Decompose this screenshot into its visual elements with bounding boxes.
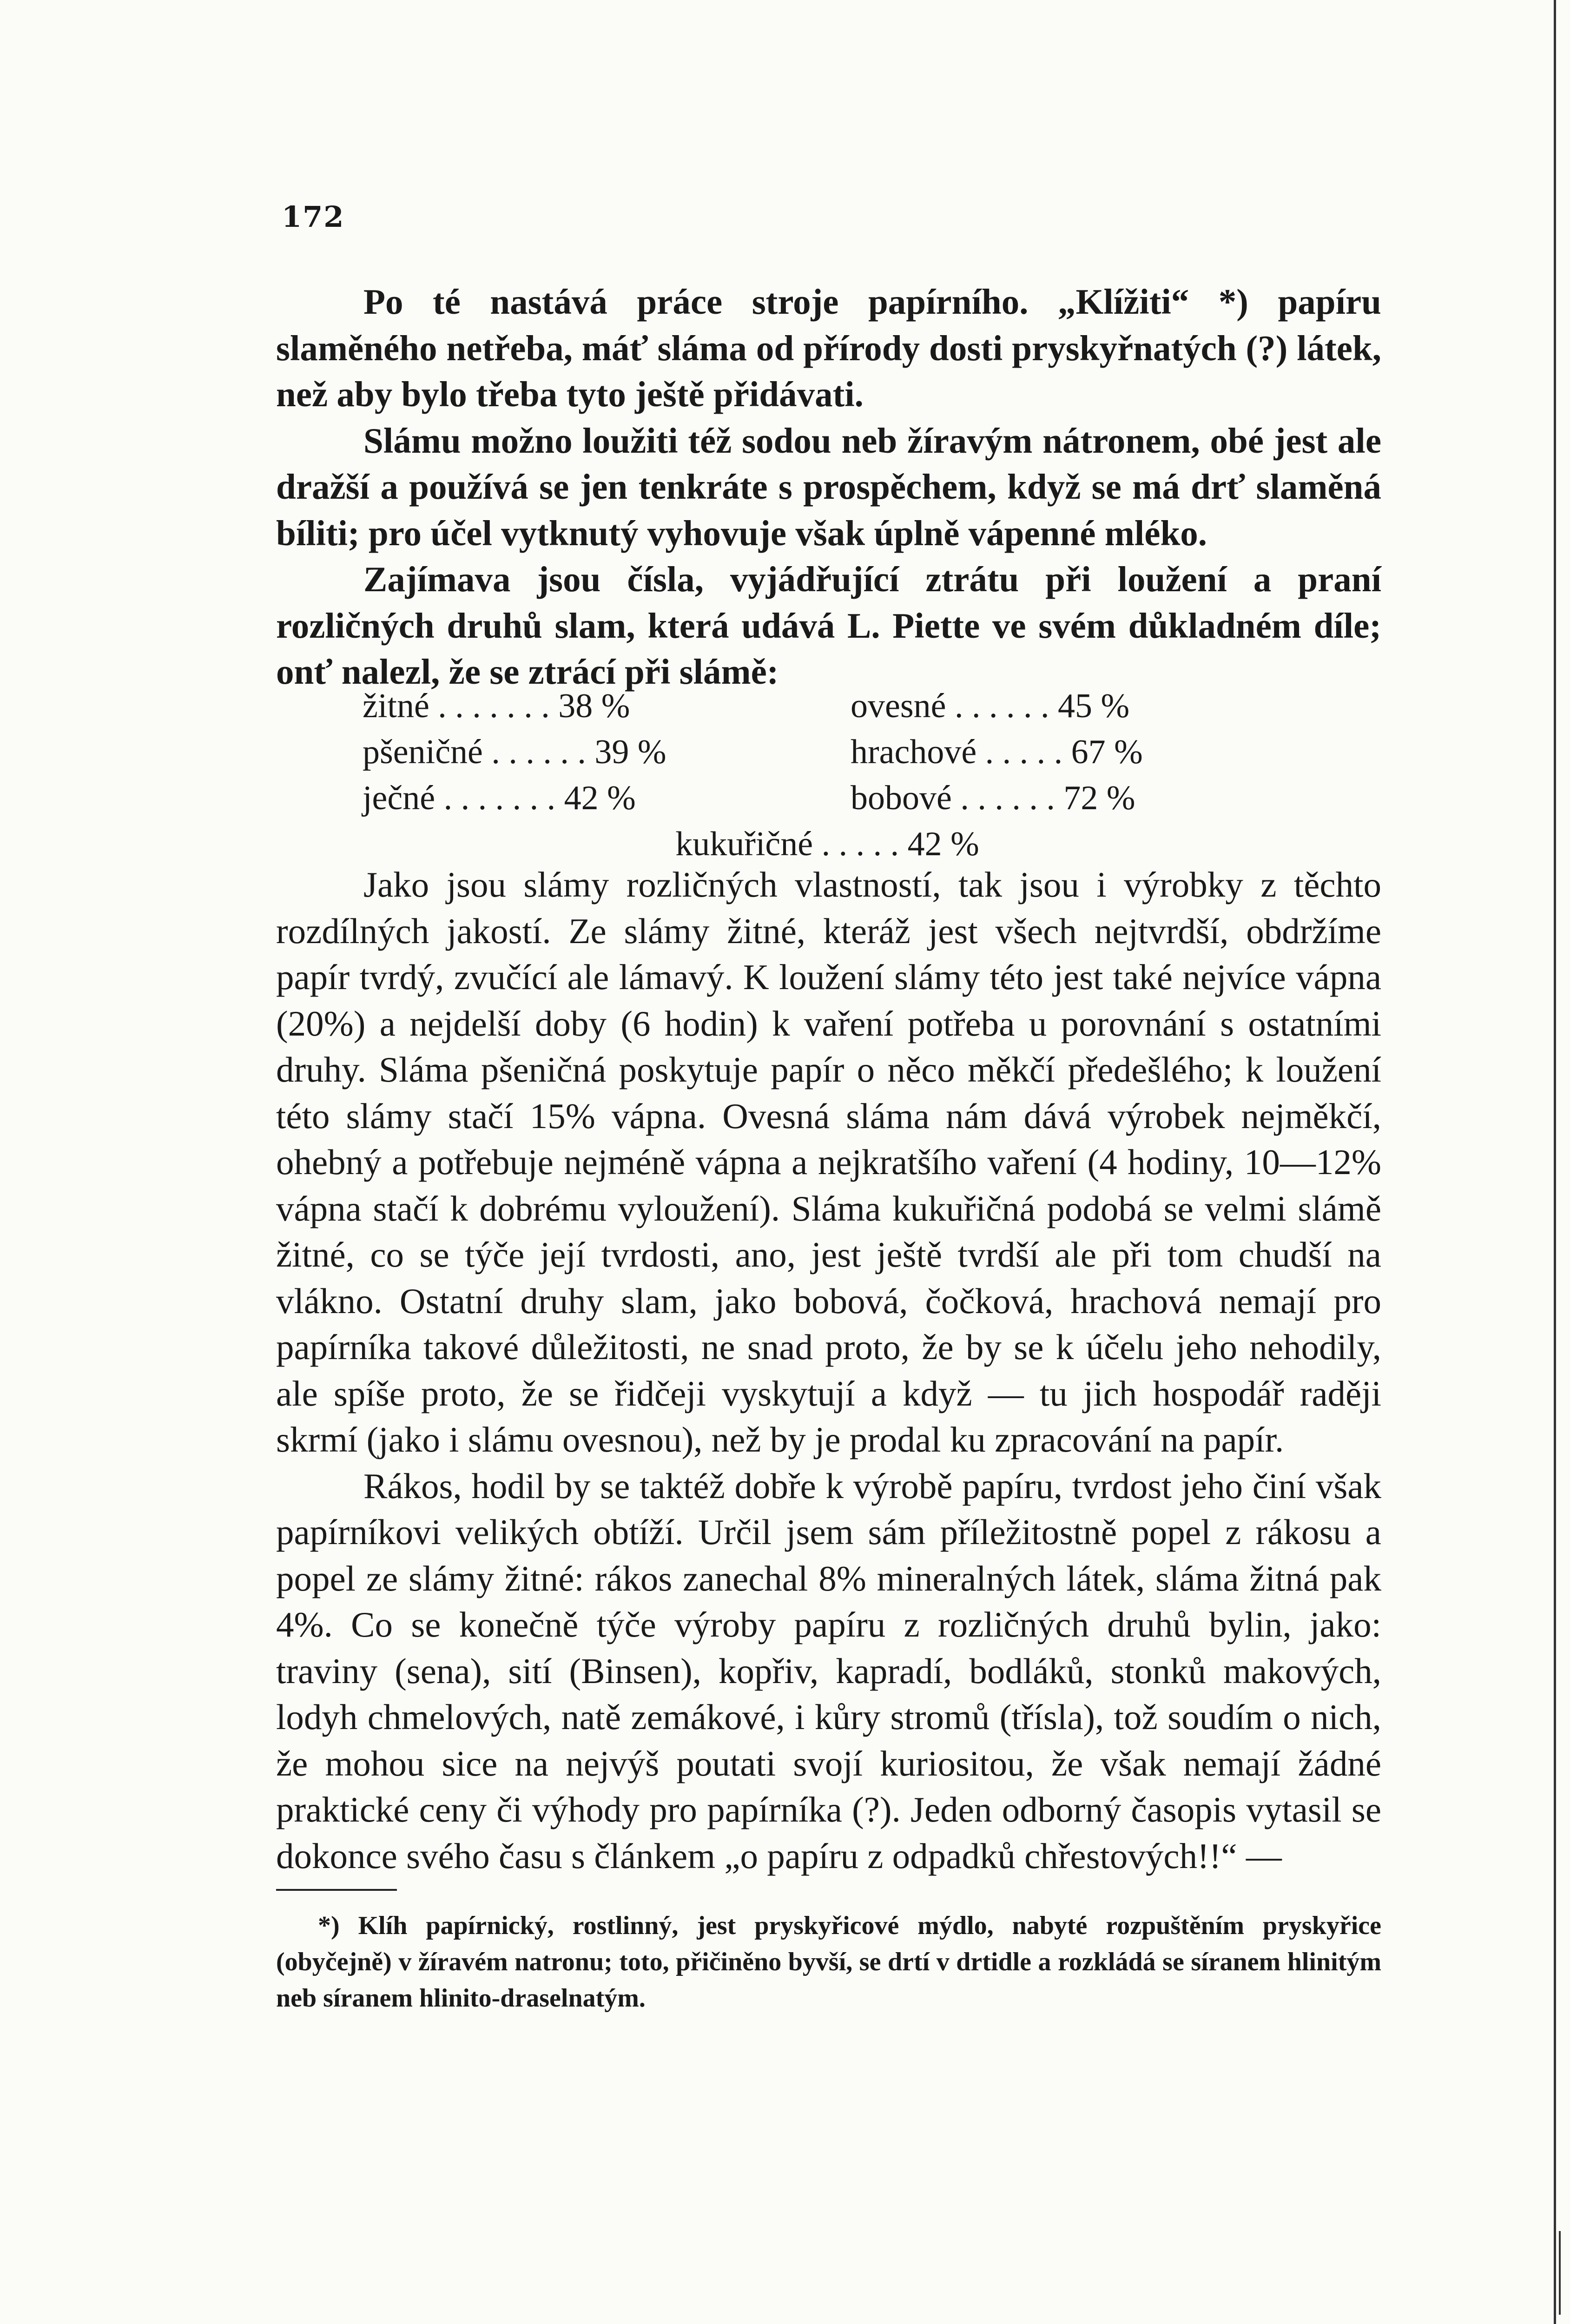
paragraph-4: Jako jsou slámy rozličných vlastností, tak jsou i výrobky z těchto rozdílných jakostí. Ze slámy žitné, kteráž jest všech nejtvrdší, obdržíme papír tvrdý, zvučící ale lámavý. K loužení slámy této jest také nejvíce vápna (20%) a nejdelší doby (6 hodin) k vaření potřeba u porovnání s ostatními druhy. Sláma pšeničná poskytuje papír o něco měkčí předešlého; k loužení této slámy stačí 15% vápna. Ovesná sláma nám dává výrobek nejměkčí, ohebný a potřebuje nejméně vápna a nejkratšího vaření (4 hodiny, 10—12% vápna stačí k dobrému vyloužení). Sláma kukuřičná podobá se velmi slámě žitné, co se týče její tvrdosti, ano, jest ještě tvrdší ale při tom chudší na vlákno. Ostatní druhy slam, jako bobová, čočková, hrachová nemají pro papírníka takové důležitosti, ne snad proto, že by se k účelu jeho nehodily, ale spíše proto, že se řidčeji vyskytují a když — tu jich hospodář raději skrmí (jako i slámu ovesnou), než by je prodal ku zpracování na papír. [276, 865, 1381, 1459]
table-cell: bobové . . . . . . 72 % [851, 779, 1135, 817]
paragraph-5: Rákos, hodil by se taktéž dobře k výrobě papíru, tvrdost jeho činí však papírníkovi velikých obtíží. Určil jsem sám příležitostně popel z rákosu a popel ze slámy žitné: rákos zanechal 8% mineralných látek, sláma žitná pak 4%. Co se konečně týče výroby papíru z rozličných druhů bylin, jako: traviny (sena), sití (Binsen), kopřiv, kapradí, bodláků, stonků makových, lodyh chmelových, natě zemákové, i kůry stromů (tříslа), tož soudím o nich, že mohou sice na nejvýš poutati svojí kuriositou, že však nemají žádné praktické ceny či výhody pro papírníka (?). Jeden odborný časopis vytasil se dokonce svého času s článkem „o papíru z odpadků chřestových!!“ — [276, 1466, 1381, 1876]
paragraph-2: Slámu možno loužiti též sodou neb žíravým nátronem, obé jest ale dražší a používá se jen tenkráte s prospěchem, když se má drť slaměná bíliti; pro účel vytknutý vyhovuje však úplně vápenné mléko. [276, 420, 1381, 553]
table-row [363, 683, 1339, 729]
paragraph-3: Zajímava jsou čísla, vyjádřující ztrátu při loužení a praní rozličných druhů slam, která udává L. Piette ve svém důkladném díle; onť nalezl, že se ztrácí při slámě: [276, 559, 1381, 692]
table-cell: kukuřičné . . . . . 42 % [675, 825, 979, 863]
page-number: 172 [282, 200, 345, 234]
footnote-divider [276, 1889, 397, 1891]
paragraph-1: Po té nastává práce stroje papírního. „Klížiti“ *) papíru slaměného netřeba, máť sláma od přírody dosti pryskyřnatých (?) látek, než aby bylo třeba tyto ještě přidávati. [276, 282, 1381, 414]
table-row [363, 729, 1339, 775]
intro-paragraphs [276, 279, 1381, 695]
straw-loss-table [363, 683, 1339, 867]
table-cell: žitné . . . . . . . 38 % [363, 687, 630, 725]
table-row [316, 821, 1339, 867]
page-edge-line [1554, 0, 1556, 2324]
page-edge-mark [1559, 2231, 1561, 2315]
table-cell: ovesné . . . . . . 45 % [851, 687, 1130, 725]
main-paragraphs [276, 862, 1381, 1879]
table-cell: pšeničné . . . . . . 39 % [363, 733, 666, 771]
table-row [363, 775, 1339, 821]
footnote-text: *) Klíh papírnický, rostlinný, jest pryskyřicové mýdlo, nabyté rozpuštěním pryskyřice (obyčejně) v žíravém natronu; toto, přičiněno byvší, se drtí v drtidle a rozkládá se síranem hlinitým neb síranem hlinito-draselnatým. [276, 1911, 1381, 2013]
footnote [276, 1908, 1381, 2016]
table-cell: hrachové . . . . . 67 % [851, 733, 1143, 771]
table-cell: ječné . . . . . . . 42 % [363, 779, 636, 817]
